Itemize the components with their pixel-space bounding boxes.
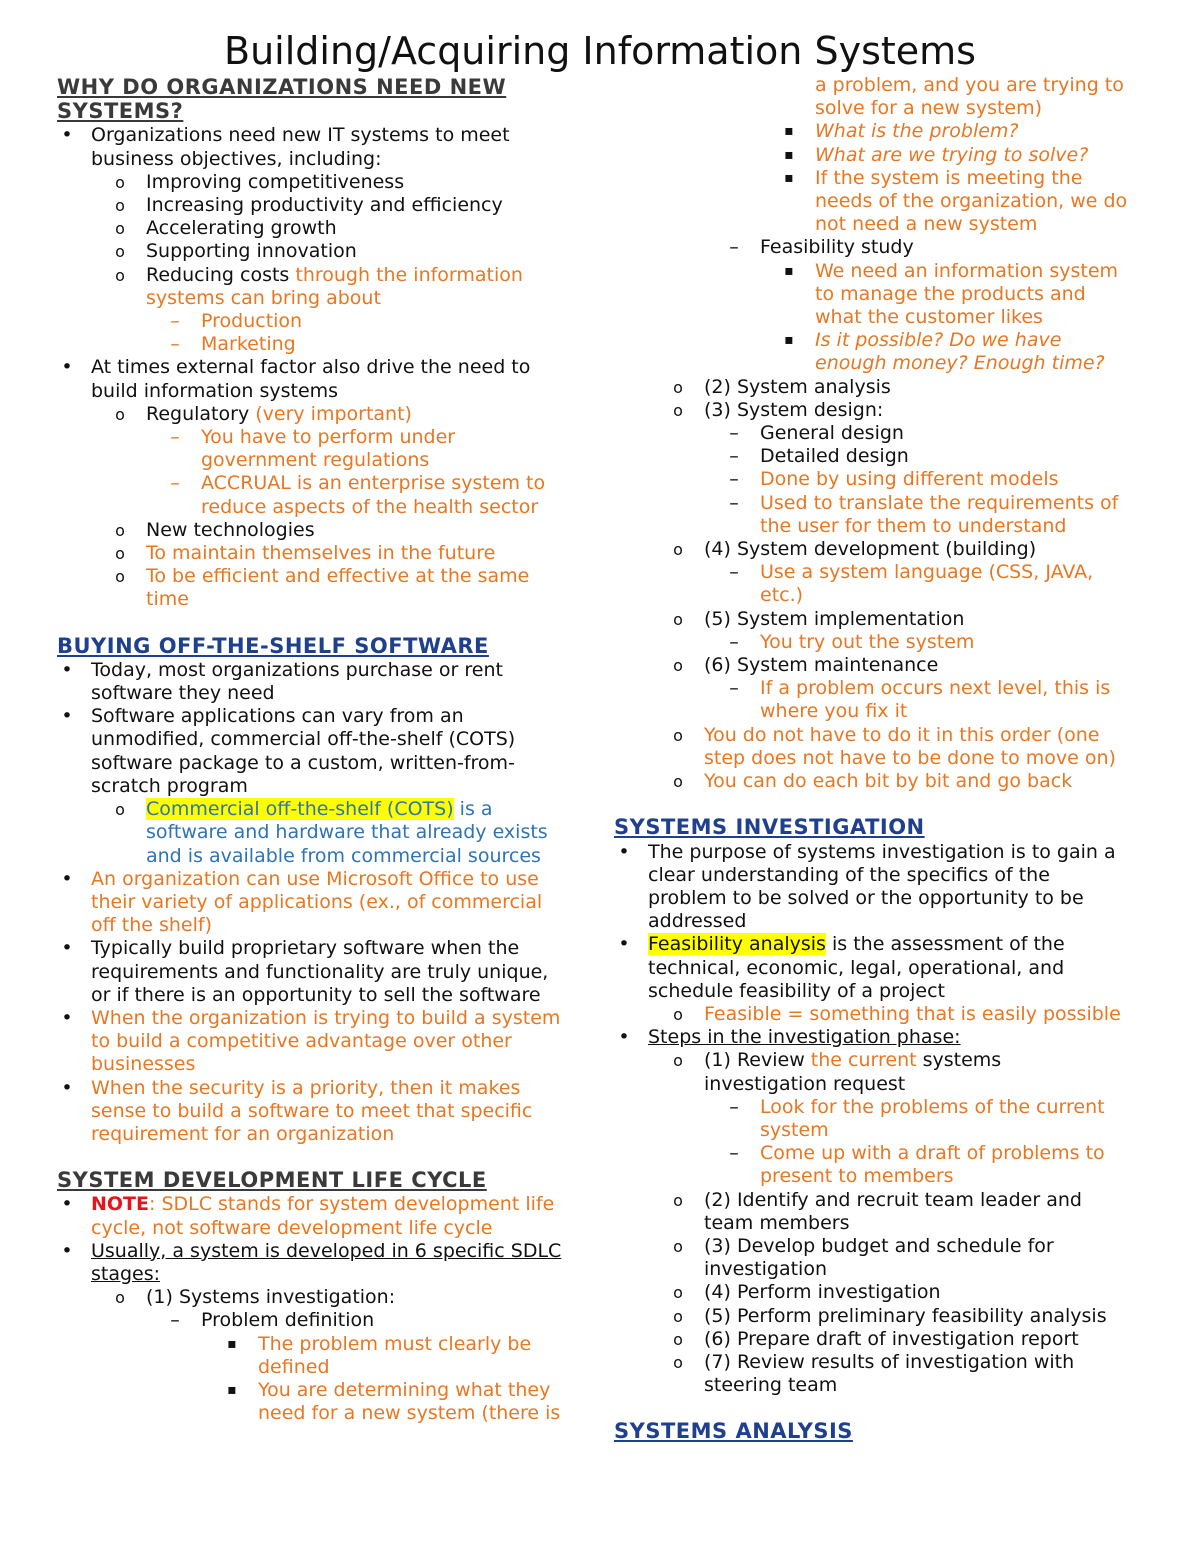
list-item: o (1) Systems investigation:	[57, 1286, 597, 1309]
circle-bullet-icon: o	[673, 772, 683, 792]
circle-bullet-icon: o	[673, 400, 683, 420]
note-label: NOTE	[91, 1193, 149, 1216]
list-item-cont: to manage the products and	[815, 282, 1086, 305]
circle-bullet-icon: o	[673, 1004, 683, 1024]
list-item-cont: sense to build a software to meet that specific	[91, 1099, 533, 1122]
circle-bullet-icon: o	[673, 1329, 683, 1349]
circle-bullet-icon: o	[115, 172, 125, 192]
list-item-cont: investigation	[704, 1258, 827, 1281]
list-item: • When the organization is trying to build a system	[57, 1007, 597, 1030]
circle-bullet-icon: o	[115, 1288, 125, 1308]
circle-bullet-icon: o	[115, 544, 125, 564]
list-item-cont: off the shelf)	[91, 914, 212, 937]
list-item: o (4) System development (building)	[614, 538, 1159, 561]
list-item: • When the security is a priority, then it makes	[57, 1077, 597, 1100]
list-item-cont: requirement for an organization	[91, 1122, 395, 1145]
list-item: – Come up with a draft of problems to	[614, 1142, 1159, 1165]
circle-bullet-icon: o	[673, 656, 683, 676]
list-item: o (6) System maintenance	[614, 654, 1159, 677]
bullet-icon: •	[618, 1026, 630, 1049]
circle-bullet-icon: o	[115, 265, 125, 285]
circle-bullet-icon: o	[115, 520, 125, 540]
list-item-cont: present to members	[760, 1165, 954, 1188]
list-item: o New technologies	[57, 519, 597, 542]
list-item: • Steps in the investigation phase:	[614, 1026, 1159, 1049]
bullet-icon: •	[61, 124, 73, 147]
list-item-cont: etc.)	[760, 584, 804, 607]
list-item-cont: not need a new system	[815, 213, 1038, 236]
list-item-cont: or if there is an opportunity to sell the software	[91, 983, 541, 1006]
bullet-icon: •	[61, 356, 73, 379]
circle-bullet-icon: o	[673, 609, 683, 629]
list-item: – You try out the system	[614, 631, 1159, 654]
highlighted-term: Feasibility analysis	[648, 933, 826, 956]
list-item: • Organizations need new IT systems to meet	[57, 124, 597, 147]
why-heading: WHY DO ORGANIZATIONS NEED NEW	[57, 75, 507, 99]
circle-bullet-icon: o	[673, 1190, 683, 1210]
list-item: – Used to translate the requirements of	[614, 492, 1159, 515]
square-bullet-icon: ▪	[784, 123, 794, 140]
list-item-cont: requirements and functionality are truly unique,	[91, 960, 549, 983]
dash-bullet-icon: –	[729, 1142, 739, 1165]
list-item-cont: cycle, not software development life cycle	[91, 1216, 493, 1239]
circle-bullet-icon: o	[673, 1306, 683, 1326]
list-item-cont: and is available from commercial sources	[146, 844, 541, 867]
list-item: • Typically build proprietary software when the	[57, 937, 597, 960]
list-item: – Marketing	[57, 333, 597, 356]
bullet-icon: •	[61, 1076, 73, 1099]
highlighted-term: Commercial off-the-shelf (COTS)	[146, 798, 454, 821]
sdlc-heading: SYSTEM DEVELOPMENT LIFE CYCLE	[57, 1168, 487, 1193]
circle-bullet-icon: o	[115, 404, 125, 424]
list-item: o To be efficient and effective at the same	[57, 565, 597, 588]
circle-bullet-icon: o	[673, 1283, 683, 1303]
list-item: o Feasible = something that is easily possible	[614, 1003, 1159, 1026]
buy-heading: BUYING OFF-THE-SHELF SOFTWARE	[57, 633, 489, 658]
list-item-cont: steering team	[704, 1374, 838, 1397]
square-bullet-icon: ▪	[784, 169, 794, 186]
dash-bullet-icon: –	[170, 1309, 180, 1332]
list-item-cont: system	[760, 1118, 829, 1141]
list-item: – Look for the problems of the current	[614, 1096, 1159, 1119]
list-item-cont: reduce aspects of the health sector	[201, 495, 539, 518]
list-item-cont: systems can bring about	[146, 286, 381, 309]
list-item: o (5) Perform preliminary feasibility analysis	[614, 1305, 1159, 1328]
list-item: ▪ What is the problem?	[614, 120, 1159, 143]
list-item: – Production	[57, 310, 597, 333]
list-item: • Software applications can vary from an	[57, 705, 597, 728]
bullet-icon: •	[61, 1193, 73, 1216]
circle-bullet-icon: o	[115, 219, 125, 239]
left-column	[57, 76, 597, 1425]
list-item: – Done by using different models	[614, 468, 1159, 491]
list-item: o Commercial off-the-shelf (COTS) is a	[57, 798, 597, 821]
square-bullet-icon: ▪	[784, 332, 794, 349]
list-item: • Today, most organizations purchase or rent	[57, 659, 597, 682]
document-title: Building/Acquiring Information Systems	[224, 29, 976, 73]
list-item: o (3) Develop budget and schedule for	[614, 1235, 1159, 1258]
list-item: – If a problem occurs next level, this is	[614, 677, 1159, 700]
list-item-cont: the user for them to understand	[760, 514, 1067, 537]
dash-bullet-icon: –	[729, 561, 739, 584]
list-item: ▪ The problem must clearly be	[57, 1333, 597, 1356]
list-item-cont: businesses	[91, 1053, 196, 1076]
list-item: • NOTE: SDLC stands for system development life	[57, 1193, 597, 1216]
list-item: o Improving competitiveness	[57, 171, 597, 194]
list-item: ▪ We need an information system	[614, 260, 1159, 283]
list-item-cont: to build a competitive advantage over other	[91, 1030, 512, 1053]
circle-bullet-icon: o	[673, 540, 683, 560]
list-item: ▪ What are we trying to solve?	[614, 144, 1159, 167]
investigation-heading: SYSTEMS INVESTIGATION	[614, 815, 925, 840]
list-item: ▪ You are determining what they	[57, 1379, 597, 1402]
circle-bullet-icon: o	[115, 567, 125, 587]
list-item: – General design	[614, 422, 1159, 445]
list-item: o (3) System design:	[614, 399, 1159, 422]
list-item: – ACCRUAL is an enterprise system to	[57, 472, 597, 495]
analysis-heading: SYSTEMS ANALYSIS	[614, 1419, 853, 1444]
list-item: o Regulatory (very important)	[57, 403, 597, 426]
list-item: – Problem definition	[57, 1309, 597, 1332]
bullet-icon: •	[61, 937, 73, 960]
list-item: – You have to perform under	[57, 426, 597, 449]
list-item: o Increasing productivity and efficiency	[57, 194, 597, 217]
list-item-cont: needs of the organization, we do	[815, 190, 1128, 213]
list-item-cont: where you fix it	[760, 700, 908, 723]
dash-bullet-icon: –	[170, 333, 180, 356]
list-item-cont: team members	[704, 1211, 850, 1234]
list-item-cont: their variety of applications (ex., of commercial	[91, 890, 543, 913]
circle-bullet-icon: o	[673, 377, 683, 397]
list-item-cont: investigation request	[704, 1072, 906, 1095]
list-item-cont: step does not have to be done to move on)	[704, 746, 1116, 769]
list-item-cont: addressed	[648, 910, 747, 933]
dash-bullet-icon: –	[170, 426, 180, 449]
circle-bullet-icon: o	[115, 242, 125, 262]
list-item: o Reducing costs through the information	[57, 264, 597, 287]
dash-bullet-icon: –	[729, 445, 739, 468]
circle-bullet-icon: o	[115, 800, 125, 820]
dash-bullet-icon: –	[729, 677, 739, 700]
list-item: ▪ Is it possible? Do we have	[614, 329, 1159, 352]
square-bullet-icon: ▪	[784, 262, 794, 279]
list-item-cont: solve for a new system)	[815, 97, 1043, 120]
list-item-cont: time	[146, 588, 189, 611]
dash-bullet-icon: –	[729, 630, 739, 653]
list-item: o (1) Review the current systems	[614, 1049, 1159, 1072]
list-item: o (7) Review results of investigation with	[614, 1351, 1159, 1374]
circle-bullet-icon: o	[673, 1352, 683, 1372]
list-item: – Detailed design	[614, 445, 1159, 468]
bullet-icon: •	[618, 933, 630, 956]
list-item: o You can do each bit by bit and go back	[614, 770, 1159, 793]
bullet-icon: •	[61, 658, 73, 681]
list-item-cont: software package to a custom, written-from-	[91, 751, 515, 774]
list-item: • Usually, a system is developed in 6 specific SDLC	[57, 1240, 597, 1263]
dash-bullet-icon: –	[170, 472, 180, 495]
list-item-cont: build information systems	[91, 379, 339, 402]
list-item: o Supporting innovation	[57, 240, 597, 263]
circle-bullet-icon: o	[673, 725, 683, 745]
list-item-cont: defined	[258, 1355, 330, 1378]
square-bullet-icon: ▪	[227, 1381, 237, 1398]
right-column	[614, 74, 1159, 1445]
list-item-cont: scratch program	[91, 774, 248, 797]
list-item-cont: government regulations	[201, 449, 430, 472]
dash-bullet-icon: –	[729, 236, 739, 259]
list-item-cont: clear understanding of the specifics of the	[648, 863, 1050, 886]
list-item-cont: a problem, and you are trying to	[815, 74, 1124, 96]
list-item-cont: software and hardware that already exists	[146, 821, 548, 844]
list-item-cont: problem to be solved or the opportunity to be	[648, 886, 1084, 909]
dash-bullet-icon: –	[729, 468, 739, 491]
dash-bullet-icon: –	[729, 422, 739, 445]
bullet-icon: •	[618, 840, 630, 863]
list-item: o (4) Perform investigation	[614, 1281, 1159, 1304]
list-item-cont: what the customer likes	[815, 306, 1043, 329]
list-item-cont: technical, economic, legal, operational, and	[648, 956, 1065, 979]
list-item: o You do not have to do it in this order (one	[614, 724, 1159, 747]
circle-bullet-icon: o	[673, 1051, 683, 1071]
bullet-icon: •	[61, 867, 73, 890]
list-item: • At times external factor also drive the need to	[57, 356, 597, 379]
square-bullet-icon: ▪	[227, 1335, 237, 1352]
list-item-cont: business objectives, including:	[91, 147, 382, 170]
list-item: • Feasibility analysis is the assessment of the	[614, 933, 1159, 956]
list-item: ▪ If the system is meeting the	[614, 167, 1159, 190]
list-item-cont: software they need	[91, 682, 275, 705]
list-item-cont: schedule feasibility of a project	[648, 979, 945, 1002]
dash-bullet-icon: –	[729, 491, 739, 514]
list-item: – Feasibility study	[614, 236, 1159, 259]
list-item: o Accelerating growth	[57, 217, 597, 240]
dash-bullet-icon: –	[729, 1095, 739, 1118]
bullet-icon: •	[61, 1006, 73, 1029]
square-bullet-icon: ▪	[784, 146, 794, 163]
list-item-cont: unmodified, commercial off-the-shelf (COTS)	[91, 728, 516, 751]
list-item: o To maintain themselves in the future	[57, 542, 597, 565]
list-item: • The purpose of systems investigation is to gain a	[614, 841, 1159, 864]
bullet-icon: •	[61, 1239, 73, 1262]
circle-bullet-icon: o	[673, 1236, 683, 1256]
list-item: o (2) Identify and recruit team leader and	[614, 1189, 1159, 1212]
list-item: o (5) System implementation	[614, 608, 1159, 631]
list-item-cont: enough money? Enough time?	[815, 352, 1105, 375]
list-item: • An organization can use Microsoft Office to use	[57, 868, 597, 891]
list-item: – Use a system language (CSS, JAVA,	[614, 561, 1159, 584]
circle-bullet-icon: o	[115, 196, 125, 216]
list-item-cont: need for a new system (there is	[258, 1402, 561, 1425]
list-item-cont: stages:	[91, 1262, 161, 1285]
dash-bullet-icon: –	[170, 310, 180, 333]
list-item: o (2) System analysis	[614, 376, 1159, 399]
bullet-icon: •	[61, 705, 73, 728]
why-heading-cont: SYSTEMS?	[57, 99, 184, 124]
list-item: o (6) Prepare draft of investigation report	[614, 1328, 1159, 1351]
